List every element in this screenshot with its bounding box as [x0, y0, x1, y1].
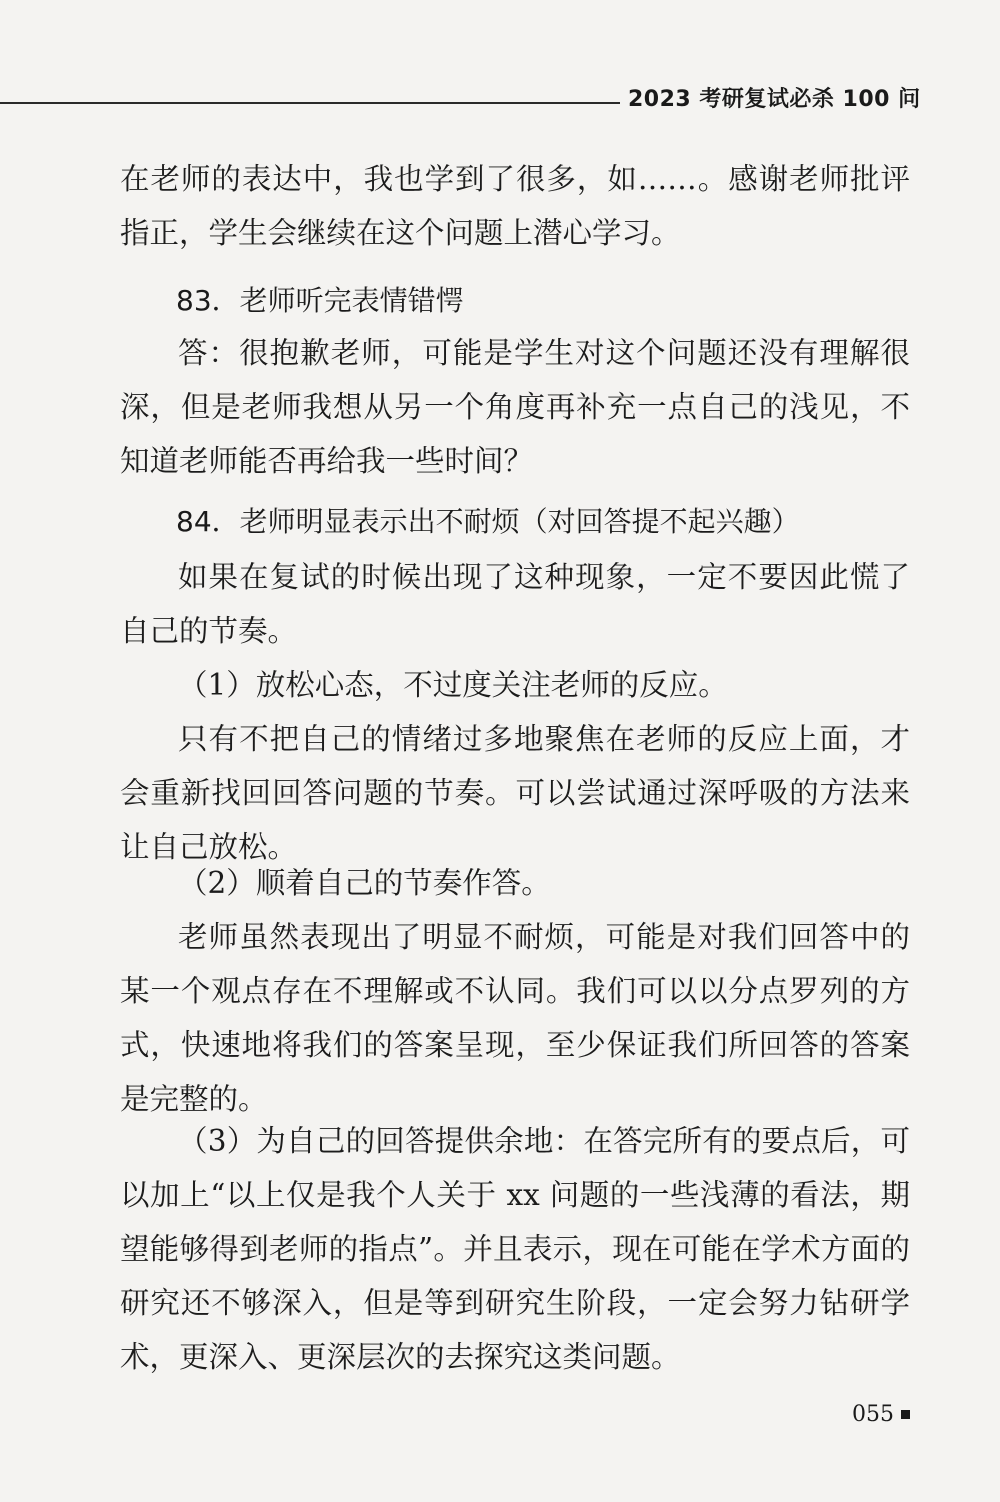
question-84-intro: 如果在复试的时候出现了这种现象，一定不要因此慌了自己的节奏。 [120, 560, 910, 648]
question-83-heading: 83．老师听完表情错愕 [176, 284, 464, 317]
page-number [852, 1402, 910, 1427]
page-number-text: 055 [852, 1402, 894, 1427]
page-marker-square [901, 1410, 910, 1419]
header-rule [0, 102, 620, 104]
question-84-point1-title: （1）放松心态，不过度关注老师的反应。 [178, 668, 728, 702]
question-84-point3: （3）为自己的回答提供余地：在答完所有的要点后，可以加上“以上仅是我个人关于 xx 问题的一些浅薄的看法，期望能够得到老师的指点”。并且表示，现在可能在学术方面的研究还不够深入，但是等到研究生阶段，一定会努力钻研学术，更深入、更深层次的去探究这类问题。 [120, 1124, 910, 1374]
question-84-point2-body: 老师虽然表现出了明显不耐烦，可能是对我们回答中的某一个观点存在不理解或不认同。我们可以以分点罗列的方式，快速地将我们的答案呈现，至少保证我们所回答的答案是完整的。 [120, 920, 910, 1116]
question-84-point1-body: 只有不把自己的情绪过多地聚焦在老师的反应上面，才会重新找回回答问题的节奏。可以尝试通过深呼吸的方法来让自己放松。 [120, 722, 910, 864]
question-84-point2-title: （2）顺着自己的节奏作答。 [178, 866, 551, 900]
intro-paragraph: 在老师的表达中，我也学到了很多，如……。感谢老师批评指正，学生会继续在这个问题上潜心学习。 [120, 162, 910, 250]
question-84-heading: 84．老师明显表示出不耐烦（对回答提不起兴趣） [176, 505, 800, 538]
question-83-answer: 答：很抱歉老师，可能是学生对这个问题还没有理解很深，但是老师我想从另一个角度再补充一点自己的浅见，不知道老师能否再给我一些时间？ [120, 336, 910, 478]
running-header-title: 2023 考研复试必杀 100 问 [628, 87, 921, 112]
